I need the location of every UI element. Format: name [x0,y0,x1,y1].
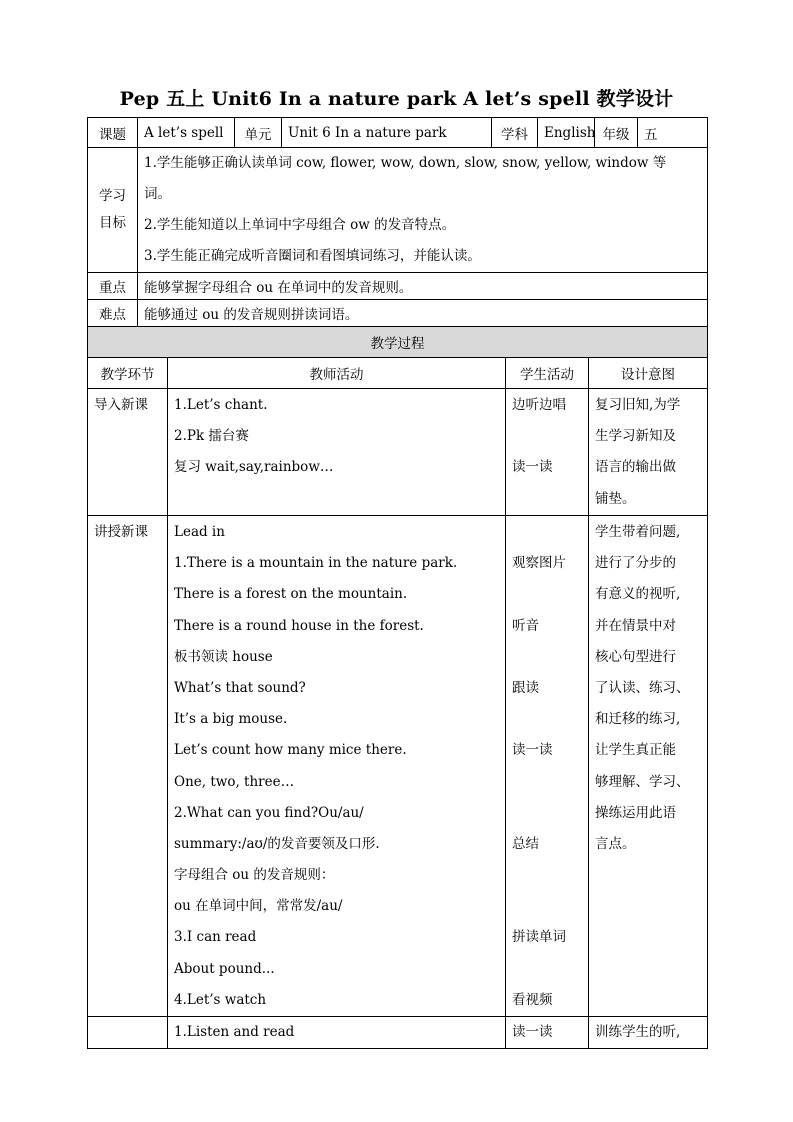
student-line [512,517,582,548]
intent-line: 训练学生的听, [595,1024,681,1040]
intent-line: 学生带着问题, [595,524,681,540]
student-line: 读一读 [512,742,553,759]
table-row [88,389,708,516]
student-line: 拼读单词 [512,929,566,946]
student-line: 听音 [512,617,539,634]
stage-label: 导入新课 [94,397,148,413]
student-line: 读一读 [512,459,553,476]
student-line: 跟读 [512,679,539,696]
student-line [512,798,582,829]
intent-line: 言点。 [595,835,636,852]
teacher-line: About pound... [174,960,275,977]
grade-value: 五 [638,118,708,148]
student-line [512,421,582,452]
objectives-label-line2: 目标 [99,215,126,231]
subject-value: English [538,118,595,148]
teacher-line: 字母组合 ou 的发音规则： [174,867,335,884]
teacher-cell [168,516,506,1017]
header-stage: 教学环节 [88,358,168,389]
page-title: Pep 五上 Unit6 In a nature park A let’s spell 教学设计 [119,88,674,110]
intent-cell [589,1017,708,1049]
difficulty-label: 难点 [88,300,138,327]
teacher-line: Lead in [174,524,225,540]
teacher-line: There is a round house in the forest. [174,617,424,634]
teacher-line: 4.Let’s watch [174,991,267,1008]
teacher-line: 2.What can you find?Ou/au/ [174,804,364,821]
intent-line: 够理解、学习、 [595,773,690,790]
teacher-line: 1.Let’s chant. [174,397,268,413]
intent-line: 复习旧知,为学 [595,397,681,413]
subject-label: 学科 [492,118,538,148]
student-line: 边听边唱 [512,397,566,413]
intent-line: 有意义的视听, [595,586,681,603]
intent-line: 了认读、练习、 [595,679,690,696]
stage-cell [88,1017,168,1049]
objectives-content [138,148,708,273]
topic-label: 课题 [88,118,138,148]
process-heading: 教学过程 [88,327,708,358]
student-line [512,860,582,891]
teacher-cell [168,389,506,516]
student-line [512,642,582,673]
difficulty-text: 能够通过 ou 的发音规则拼读词语。 [138,300,708,327]
header-teacher: 教师活动 [168,358,506,389]
objective-1b: 词。 [144,186,171,202]
key-point-label: 重点 [88,273,138,300]
stage-cell [88,389,168,516]
intent-cell [589,389,708,516]
intent-line: 核心句型进行 [595,648,676,665]
lesson-plan-table [87,117,707,1049]
objective-3: 3.学生能正确完成听音圈词和看图填词练习，并能认读。 [144,248,481,264]
intent-line: 让学生真正能 [595,742,676,759]
teacher-line: Let’s count how many mice there. [174,742,407,759]
grade-label: 年级 [595,118,638,148]
intent-line: 进行了分步的 [595,555,676,572]
stage-cell [88,516,168,1017]
student-line [512,704,582,735]
table-row [88,1017,708,1049]
intent-line: 和迁移的练习, [595,711,681,728]
intent-line: 铺垫。 [595,490,636,507]
teacher-line: 3.I can read [174,929,257,946]
teacher-line: summary:/aʊ/的发音要领及口形. [174,835,380,852]
student-line: 观察图片 [512,555,566,572]
teacher-line: ou 在单词中间，常常发/au/ [174,898,343,915]
student-line [512,954,582,985]
teacher-line: What’s that sound? [174,679,306,696]
teacher-line: 复习 wait,say,rainbow… [174,459,334,476]
table-row [88,516,708,1017]
topic-value: A let’s spell [138,118,235,148]
teacher-line: There is a forest on the mountain. [174,586,408,603]
student-line: 看视频 [512,991,553,1008]
key-point-text: 能够掌握字母组合 ou 在单词中的发音规则。 [138,273,708,300]
objective-1a: 1.学生能够正确认读单词 cow, flower, wow, down, slow, snow, yellow, window 等 [144,155,667,171]
info-table [87,117,708,327]
intent-line: 语言的输出做 [595,459,676,476]
intent-line: 操练运用此语 [595,804,676,821]
objectives-label-line1: 学习 [99,188,126,204]
teacher-line: It’s a big mouse. [174,711,288,728]
unit-value: Unit 6 In a nature park [282,118,492,148]
student-cell [506,516,589,1017]
teacher-cell [168,1017,506,1049]
student-line [512,579,582,610]
intent-cell [589,516,708,1017]
header-student: 学生活动 [506,358,589,389]
objective-2: 2.学生能知道以上单词中字母组合 ow 的发音特点。 [144,217,456,233]
student-line: 总结 [512,835,539,852]
teacher-line: 2.Pk 擂台赛 [174,428,249,445]
teacher-line: One, two, three… [174,773,295,790]
stage-label: 讲授新课 [94,524,148,540]
unit-label: 单元 [235,118,282,148]
teacher-line: 1.There is a mountain in the nature park. [174,555,458,572]
student-cell [506,1017,589,1049]
student-line [512,767,582,798]
student-line: 读一读 [512,1024,553,1040]
teacher-line: 板书领读 house [174,648,273,665]
process-table [87,326,708,1049]
header-intent: 设计意图 [589,358,708,389]
student-line [512,891,582,922]
student-cell [506,389,589,516]
intent-line: 生学习新知及 [595,428,676,445]
objectives-label [88,148,138,273]
teacher-line: 1.Listen and read [174,1024,295,1040]
intent-line: 并在情景中对 [595,617,676,634]
